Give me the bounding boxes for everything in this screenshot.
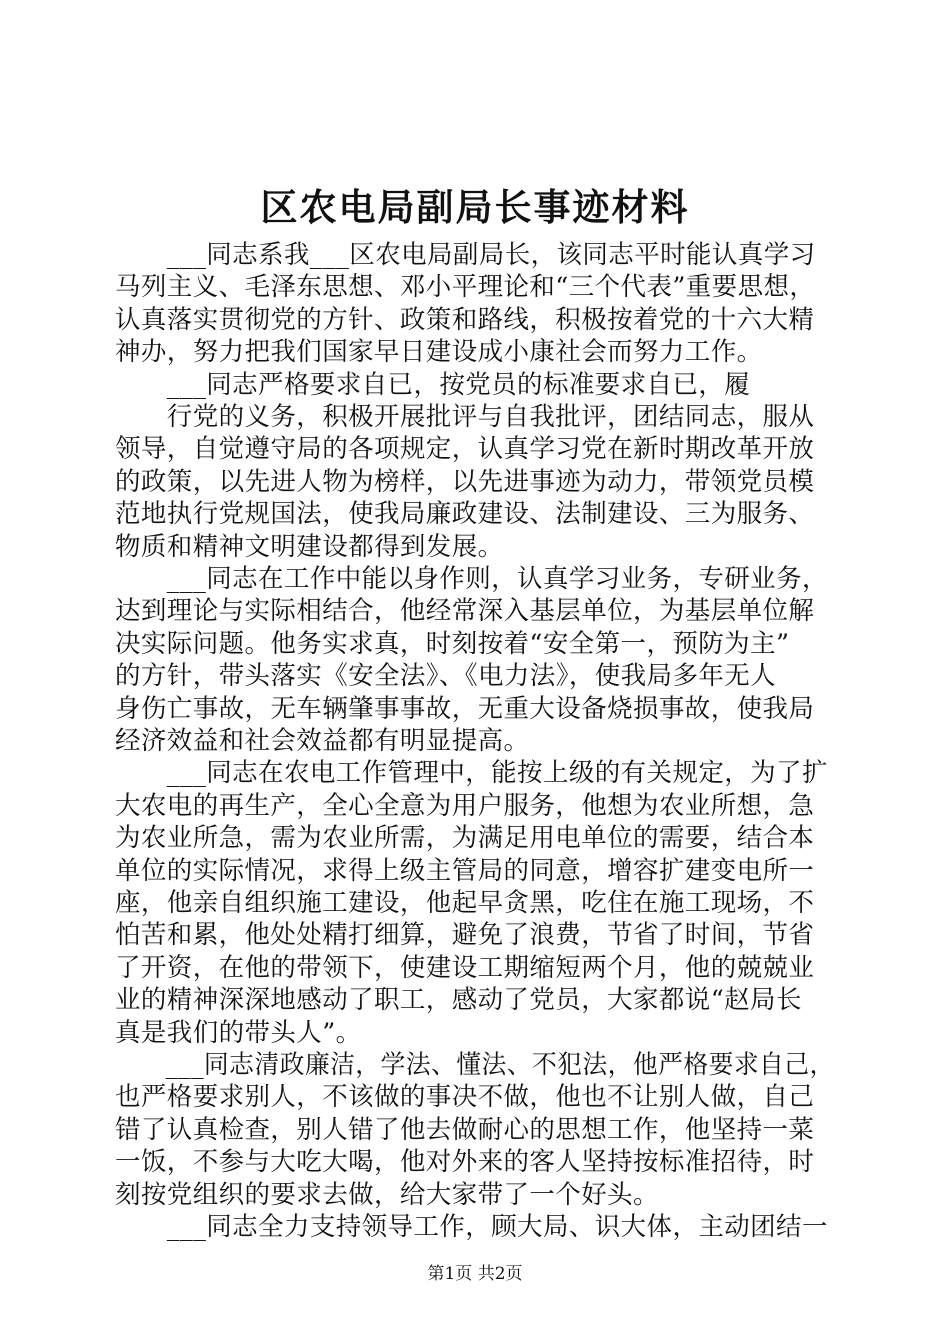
body-line: 也严格要求别人，不该做的事决不做，他也不让别人做，自己 (115, 1082, 815, 1113)
body-line: 决实际问题。他务实求真，时刻按着“安全第一，预防为主” (115, 628, 790, 659)
body-line: 物质和精神文明建设都得到发展。 (115, 531, 504, 562)
body-line: 的方针，带头落实《安全法》、《电力法》，使我局多年无人 (115, 661, 777, 692)
document-title: 区农电局副局长事迹材料 (260, 185, 690, 229)
body-line: 领导，自觉遵守局的各项规定，认真学习党在新时期改革开放 (115, 434, 815, 465)
body-line: 了开资，在他的带领下，使建设工期缩短两个月，他的兢兢业 (115, 952, 815, 983)
body-line: 真是我们的带头人”。 (115, 1017, 362, 1048)
body-line: 为农业所急，需为农业所需，为满足用电单位的需要，结合本 (115, 823, 815, 854)
body-line: 刻按党组织的要求去做，给大家带了一个好头。 (115, 1179, 659, 1210)
body-line: 达到理论与实际相结合，他经常深入基层单位，为基层单位解 (115, 596, 815, 627)
body-line: 大农电的再生产，全心全意为用户服务，他想为农业所想，急 (115, 790, 815, 821)
body-line: 怕苦和累，他处处精打细算，避免了浪费，节省了时间，节省 (115, 920, 815, 951)
page-number-footer: 第1页 共2页 (427, 1264, 523, 1284)
body-line: ___同志严格要求自已，按党员的标准要求自已，履 (115, 369, 751, 400)
body-line: 行党的义务，积极开展批评与自我批评，团结同志，服从 (115, 402, 815, 432)
body-line: ___同志系我___区农电局副局长，该同志平时能认真学习 (115, 240, 816, 270)
body-line: 的政策，以先进人物为榜样，以先进事迹为动力，带领党员模 (115, 466, 815, 497)
body-line: 身伤亡事故，无车辆肇事事故，无重大设备烧损事故，使我局 (115, 693, 815, 724)
body-line: 一饭，不参与大吃大喝，他对外来的客人坚持按标准招待，时 (115, 1147, 815, 1178)
body-line: ___同志清政廉洁，学法、懂法、不犯法，他严格要求自己， (115, 1050, 835, 1080)
body-line: 范地执行党规国法，使我局廉政建设、法制建设、三为服务、 (115, 499, 815, 530)
body-line: 马列主义、毛泽东思想、邓小平理论和“三个代表”重要思想， (115, 272, 816, 303)
body-line: 经济效益和社会效益都有明显提高。 (115, 726, 530, 756)
body-line: ___同志全力支持领导工作，顾大局、识大体，主动团结一 (115, 1212, 828, 1242)
body-line: ___同志在农电工作管理中，能按上级的有关规定，为了扩 (115, 758, 828, 789)
body-line: 认真落实贯彻党的方针、政策和路线，积极按着党的十六大精 (115, 304, 815, 335)
body-line: 座，他亲自组织施工建设，他起早贪黑，吃住在施工现场，不 (115, 888, 815, 918)
body-line: 单位的实际情况，求得上级主管局的同意，增容扩建变电所一 (115, 855, 815, 886)
body-line: 错了认真检查，别人错了他去做耐心的思想工作，他坚持一菜 (115, 1114, 815, 1145)
body-line: 神办，努力把我们国家早日建设成小康社会而努力工作。 (115, 337, 763, 368)
body-line: 业的精神深深地感动了职工，感动了党员，大家都说“赵局长 (115, 985, 802, 1016)
body-line: ___同志在工作中能以身作则，认真学习业务，专研业务， (115, 564, 828, 594)
